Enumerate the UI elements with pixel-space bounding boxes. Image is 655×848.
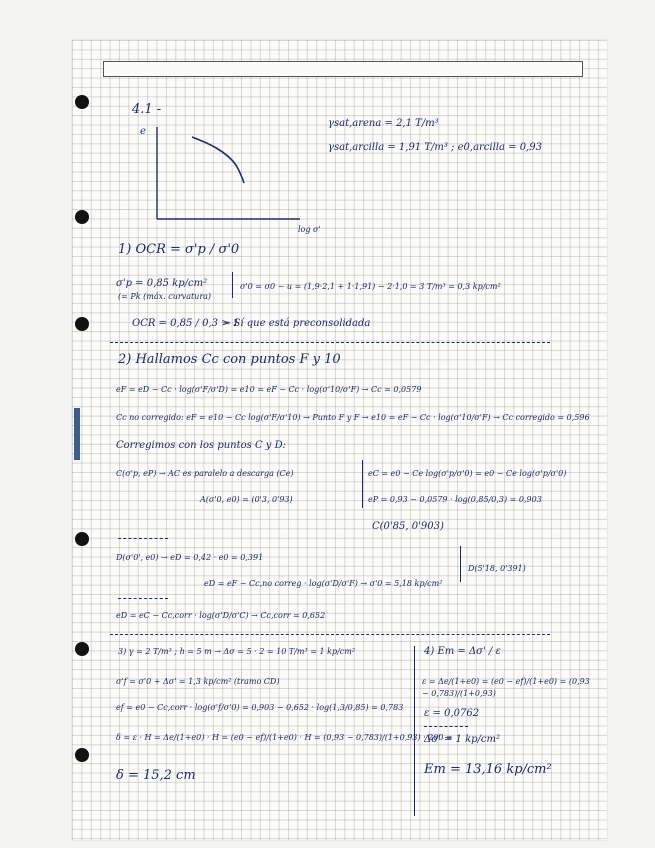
s1-ocr: OCR = 0,85 / 0,3 > 1 (132, 318, 240, 329)
binder-hole (75, 95, 89, 109)
log-axis-label: log σ' (298, 225, 321, 234)
s2-short-dash-2 (118, 598, 168, 599)
s2-divider (362, 460, 363, 508)
consolidation-sketch (150, 125, 310, 235)
s2-point-c: C(0'85, 0'903) (372, 521, 444, 532)
binder-hole (75, 317, 89, 331)
given-gamma-sand: γsat,arena = 2,1 T/m³ (328, 118, 439, 129)
s4-result: Em = 13,16 kp/cm² (424, 762, 552, 777)
s1-divider (232, 272, 233, 298)
s1-sigma-p-note: (= Pk (máx. curvatura) (118, 292, 212, 301)
s3-result: δ = 15,2 cm (116, 768, 196, 783)
s4-line-2: ε = 0,0762 (424, 708, 480, 719)
binder-hole (75, 642, 89, 656)
s2-line-4b: eC = e0 − Ce log(σ'p/σ'0) = e0 − Ce log(σ'p/σ'0) (368, 469, 567, 478)
s4-divider (414, 646, 415, 816)
section-separator (110, 634, 550, 635)
s2-point-d: D(5'18, 0'391) (468, 564, 526, 573)
given-gamma-clay: γsat,arcilla = 1,91 T/m³ ; e0,arcilla = 0,93 (328, 142, 542, 153)
problem-number: 4.1 - (132, 102, 162, 117)
binder-hole (75, 210, 89, 224)
s1-sigma-p: σ'p = 0,85 kp/cm² (116, 278, 208, 289)
s2-line-7a: D(σ'0', e0) → eD = 0,42 · e0 = 0,391 (116, 553, 264, 562)
s2-divider-2 (460, 546, 461, 582)
s2-line-9: eD = eC − Cc,corr · log(σ'D/σ'C) → Cc,corr = 0,652 (116, 611, 326, 620)
notebook-brand-strip (74, 408, 80, 460)
s2-line-3: Corregimos con los puntos C y D: (116, 440, 287, 451)
sketch-e-label: e (140, 126, 146, 137)
s2-line-8: eD = eF − Cc,no correg · log(σ'D/σ'F) → σ'0 = 5,18 kp/cm² (204, 579, 443, 588)
s2-short-dash (118, 538, 168, 539)
s1-heading: 1) OCR = σ'p / σ'0 (118, 242, 240, 257)
s4-heading: 4) Em = Δσ' / ε (424, 646, 501, 657)
s3-line-1: σ'f = σ'0 + Δσ' = 1,3 kp/cm² (tramo CD) (116, 677, 280, 686)
s1-sigma-0: σ'0 = σ0 − u = (1,9·2,1 + 1·1,91) − 2·1,0 = 3 T/m³ = 0,3 kp/cm² (240, 282, 501, 291)
header-box (103, 61, 583, 77)
s2-line-1: eF = eD − Cc · log(σ'F/σ'D) = e10 = eF − Cc · log(σ'10/σ'F) → Cc = 0,0579 (116, 385, 422, 394)
s2-line-5b: eP = 0,93 − 0,0579 · log(0,85/0,3) = 0,903 (368, 495, 542, 504)
s4-short-dash (424, 726, 468, 727)
binder-hole (75, 532, 89, 546)
section-separator (110, 342, 550, 343)
s4-line-1: ε = Δe/(1+e0) = (e0 − ef)/(1+e0) = (0,93 − 0,783)/(1+0,93) (422, 677, 590, 698)
s1-conclusion: → Sí que está preconsolidada (222, 318, 371, 329)
s4-line-3: Δσ' = 1 kp/cm² (424, 734, 500, 745)
s2-line-4a: C(σ'p, eP) → AC es paralelo a descarga (Ce) (116, 469, 294, 478)
s2-heading: 2) Hallamos Cc con puntos F y 10 (118, 352, 341, 367)
s3-line-3: δ = ε · H = Δe/(1+e0) · H = (e0 − ef)/(1+e0) · H = (0,93 − 0,783)/(1+0,93) · 200 = (116, 733, 453, 742)
s3-line-2: ef = e0 − Cc,corr · log(σ'f/σ'0) = 0,903 − 0,652 · log(1,3/0,85) = 0,783 (116, 703, 404, 712)
s2-line-2: Cc no corregido: eF = e10 − Cc log(σ'F/σ'10) → Punto F y F → e10 = eF − Cc · log(σ'10/σ'F) → Cc corregido = 0,596 (116, 413, 590, 422)
s2-line-5a: A(σ'0, e0) = (0'3, 0'93) (200, 495, 293, 504)
s3-heading: 3) γ = 2 T/m³ ; h = 5 m → Δσ = 5 · 2 = 10 T/m³ = 1 kp/cm² (118, 647, 356, 656)
binder-hole (75, 748, 89, 762)
